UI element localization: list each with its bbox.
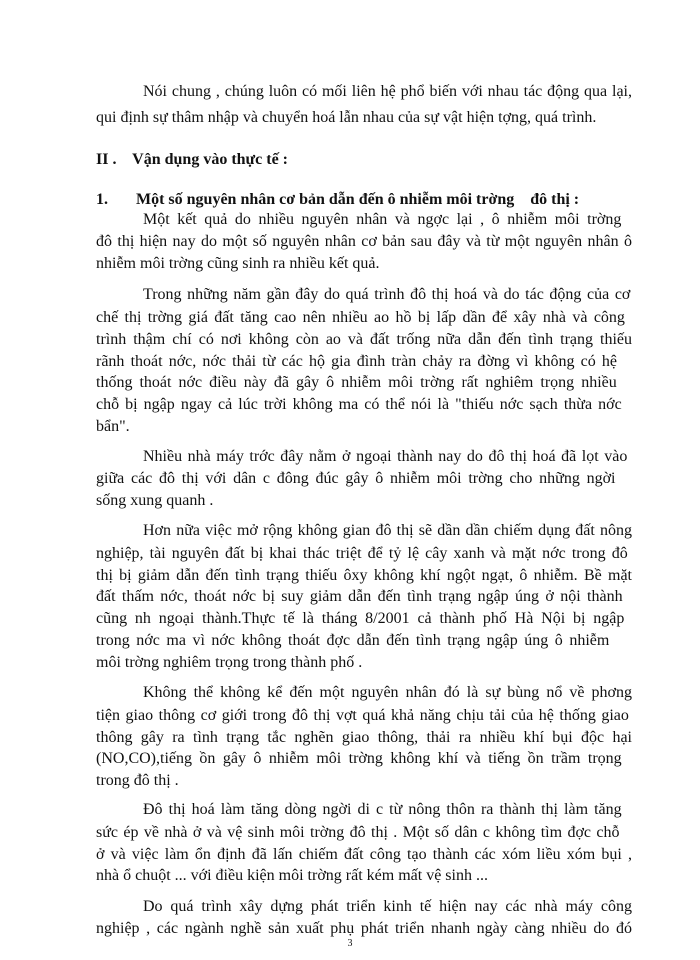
para3-line-2: giữa các đô thị với dân c đông đúc gây ô nhiễm môi trờng cho những ngời (96, 470, 616, 487)
para2-line-5: thống thoát nớc điều này đã gây ô nhiễm môi trờng rất nghiêm trọng nhiều (96, 374, 617, 391)
para1-line-2: đô thị hiện nay do một số nguyên nhân cơ bản sau đây và từ một nguyên nhân ô (96, 233, 632, 250)
para1-line-1: Một kết quả do nhiều nguyên nhân và ngợc lại , ô nhiễm môi trờng (143, 211, 622, 228)
para2-line-3: trình thậm chí có nơi không còn ao và đất trống nữa dẫn đến tình trạng thiếu (96, 331, 632, 348)
intro-line-2: qui định sự thâm nhập và chuyển hoá lẫn nhau của sự vật hiện tợng, quá trình. (96, 109, 597, 126)
para4-line-1: Hơn nữa việc mở rộng không gian đô thị sẽ dần dần chiếm dụng đất nông (143, 522, 632, 539)
para2-line-2: chế thị trờng giá đất tăng cao nên nhiều ao hồ bị lấp dần để xây nhà và công (96, 309, 625, 326)
para4-line-7: môi trờng nghiêm trọng trong thành phố . (96, 654, 363, 671)
para4-line-2: nghiệp, tài nguyên đất bị khai thác triệt để tỷ lệ cây xanh và mặt nớc trong đô (96, 545, 628, 562)
page-number: 3 (347, 938, 353, 949)
para6-line-1: Đô thị hoá làm tăng dòng ngời di c từ nông thôn ra thành thị làm tăng (143, 801, 622, 818)
para4-line-6: trong nớc ma vì nớc không thoát đợc dẫn đến tình trạng ngập úng ô nhiễm (96, 632, 610, 649)
para4-line-5: cũng nh ngoại thành.Thực tế là tháng 8/2001 cả thành phố Hà Nội bị ngập (96, 610, 625, 627)
para2-line-4: rãnh thoát nớc, nớc thải từ các hộ gia đình tràn chảy ra đờng vì không có hệ (96, 353, 617, 370)
para6-line-4: nhà ổ chuột ... với điều kiện môi trờng rất kém mất vệ sinh ... (96, 867, 488, 884)
para5-line-4: (NO,CO),tiếng ồn gây ô nhiễm môi trờng không khí và tiếng ồn trầm trọng (96, 750, 622, 767)
section-heading: II . Vận dụng vào thực tế : (96, 151, 288, 168)
para7-line-1: Do quá trình xây dựng phát triển kinh tế hiện nay các nhà máy công (143, 898, 632, 915)
para5-line-1: Không thể không kể đến một nguyên nhân đó là sự bùng nổ về phơng (143, 684, 632, 701)
para4-line-4: đất thấm nớc, thoát nớc bị suy giảm dẫn đến tình trạng ngập úng ở nội thành (96, 588, 623, 605)
para2-line-7: bẩn". (96, 418, 130, 435)
para2-line-6: chỗ bị ngập ngay cả lúc trời không ma có thể nói là "thiếu nớc sạch thừa nớc (96, 396, 622, 413)
para3-line-3: sống xung quanh . (96, 492, 214, 509)
para3-line-1: Nhiều nhà máy trớc đây nằm ở ngoại thành nay do đô thị hoá đã lọt vào (143, 448, 628, 465)
para7-line-2: nghiệp , các ngành nghề sản xuất phụ phát triển nhanh ngày càng nhiều do đó (96, 920, 632, 937)
para6-line-3: ở và việc làm ổn định đã lấn chiếm đất công tạo thành các xóm liều xóm bụi , (96, 846, 632, 863)
para1-line-3: nhiễm môi trờng cũng sinh ra nhiều kết quả. (96, 255, 380, 272)
para5-line-2: tiện giao thông cơ giới trong đô thị vợt quá khả năng chịu tải của hệ thống giao (96, 707, 629, 724)
para6-line-2: sức ép về nhà ở và vệ sinh môi trờng đô thị . Một số dân c không tìm đợc chỗ (96, 824, 620, 841)
para4-line-3: thị bị giảm dẫn đến tình trạng thiếu ôxy không khí ngột ngạt, ô nhiễm. Bề mặt (96, 567, 632, 584)
para5-line-3: thông gây ra tình trạng tắc nghẽn giao thông, thải ra nhiều khí bụi độc hại (96, 729, 632, 746)
para2-line-1: Trong những năm gần đây do quá trình đô thị hoá và do tác động của cơ (143, 286, 631, 303)
intro-line-1: Nói chung , chúng luôn có mối liên hệ phổ biến với nhau tác động qua lại, (143, 83, 632, 100)
subsection-heading: 1. Một số nguyên nhân cơ bản dẫn đến ô nhiễm môi trờng đô thị : (96, 191, 580, 208)
para5-line-5: trong đô thị . (96, 772, 179, 789)
